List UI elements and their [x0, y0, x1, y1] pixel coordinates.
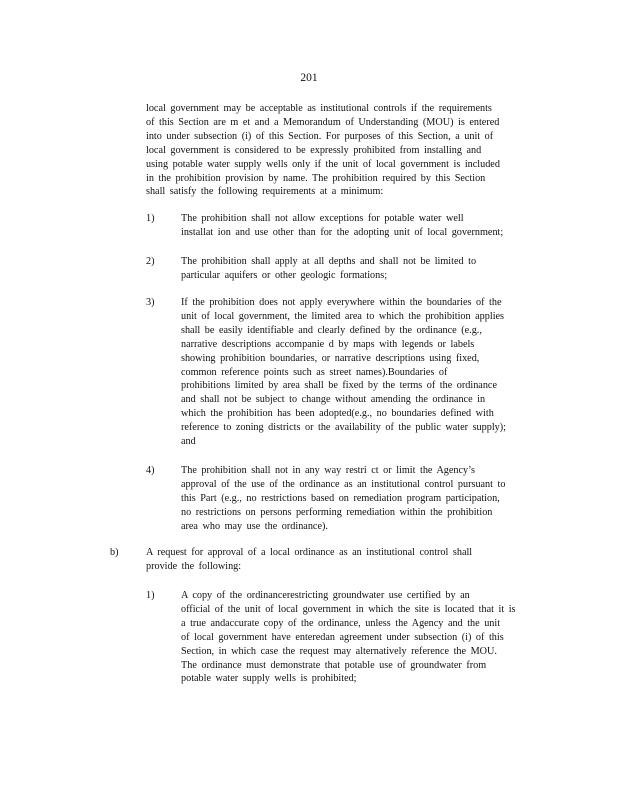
text-line: a true andaccurate copy of the ordinance, unless the Agency and the unit — [181, 617, 501, 629]
text-line: no restrictions on persons performing remediation within the prohibition — [181, 506, 493, 518]
subsection-b-item-1-number: 1) — [146, 590, 155, 601]
text-line: into under subsection (i) of this Section. For purposes of this Section, a unit of — [146, 130, 494, 142]
text-line: installat ion and use other than for the adopting unit of local government; — [181, 226, 504, 238]
subsection-b-text — [146, 546, 506, 574]
text-line: Section, in which case the request may alternatively reference the MOU. — [181, 645, 497, 657]
requirement-1-text — [181, 212, 533, 240]
text-line: The prohibition shall not allow exceptions for potable water well — [181, 213, 464, 224]
requirement-3-text — [181, 296, 533, 449]
text-line: which the prohibition has been adopted(e.g., no boundaries defined with — [181, 408, 494, 420]
text-line: area who may use the ordinance). — [181, 520, 328, 532]
requirement-4-text — [181, 464, 533, 534]
text-line: The prohibition shall apply at all depths and shall not be limited to — [181, 256, 477, 267]
text-line: A request for approval of a local ordinance as an institutional control shall — [146, 547, 473, 558]
text-line: The prohibition shall not in any way restri ct or limit the Agency’s — [181, 465, 475, 476]
text-line: approval of the use of the ordinance as an institutional control pursuant to — [181, 478, 506, 490]
text-line: of this Section are m et and a Memorandum of Understanding (MOU) is entered — [146, 116, 500, 128]
requirement-3-number: 3) — [146, 297, 155, 308]
text-line: and shall not be subject to change without amending the ordinance in — [181, 394, 486, 406]
text-line: reference to zoning districts or the availability of the public water supply); — [181, 422, 506, 434]
text-line: A copy of the ordinancerestricting groundwater use certified by an — [181, 590, 470, 601]
text-line: particular aquifers or other geologic formations; — [181, 269, 388, 281]
text-line: showing prohibition boundaries, or narrative descriptions using fixed, — [181, 352, 480, 364]
text-line: using potable water supply wells only if the unit of local government is included — [146, 158, 500, 170]
text-line: If the prohibition does not apply everywhere within the boundaries of the — [181, 297, 502, 308]
requirement-4-number: 4) — [146, 465, 155, 476]
text-line: common reference points such as street names).Boundaries of — [181, 366, 448, 378]
text-line: narrative descriptions accompanie d by maps with legends or labels — [181, 338, 475, 350]
text-line: prohibitions limited by area shall be fixed by the terms of the ordinance — [181, 380, 497, 392]
text-line: shall satisfy the following requirements at a minimum: — [146, 186, 384, 198]
requirement-2-text — [181, 255, 533, 283]
text-line: shall be easily identifiable and clearly defined by the ordinance (e.g., — [181, 324, 482, 336]
text-line: unit of local government, the limited area to which the prohibition applies — [181, 310, 505, 322]
text-line: potable water supply wells is prohibited; — [181, 673, 357, 685]
text-line: official of the unit of local government in which the site is located that it is — [181, 603, 516, 615]
text-line: local government is considered to be expressly prohibited from installing and — [146, 144, 482, 156]
text-line: of local government have enteredan agreement under subsection (i) of this — [181, 631, 504, 643]
text-line: this Part (e.g., no restrictions based on remediation program participation, — [181, 492, 500, 504]
intro-paragraph — [146, 102, 526, 199]
text-line: The ordinance must demonstrate that potable use of groundwater from — [181, 659, 487, 671]
text-line: and — [181, 436, 196, 448]
subsection-b-item-1-text — [181, 589, 541, 686]
requirement-2-number: 2) — [146, 256, 155, 267]
text-line: in the prohibition provision by name. The prohibition required by this Section — [146, 172, 486, 184]
text-line: local government may be acceptable as institutional controls if the requirements — [146, 103, 492, 114]
text-line: provide the following: — [146, 560, 242, 572]
subsection-b-letter: b) — [110, 547, 119, 558]
page-number: 201 — [300, 72, 318, 84]
requirement-1-number: 1) — [146, 213, 155, 224]
